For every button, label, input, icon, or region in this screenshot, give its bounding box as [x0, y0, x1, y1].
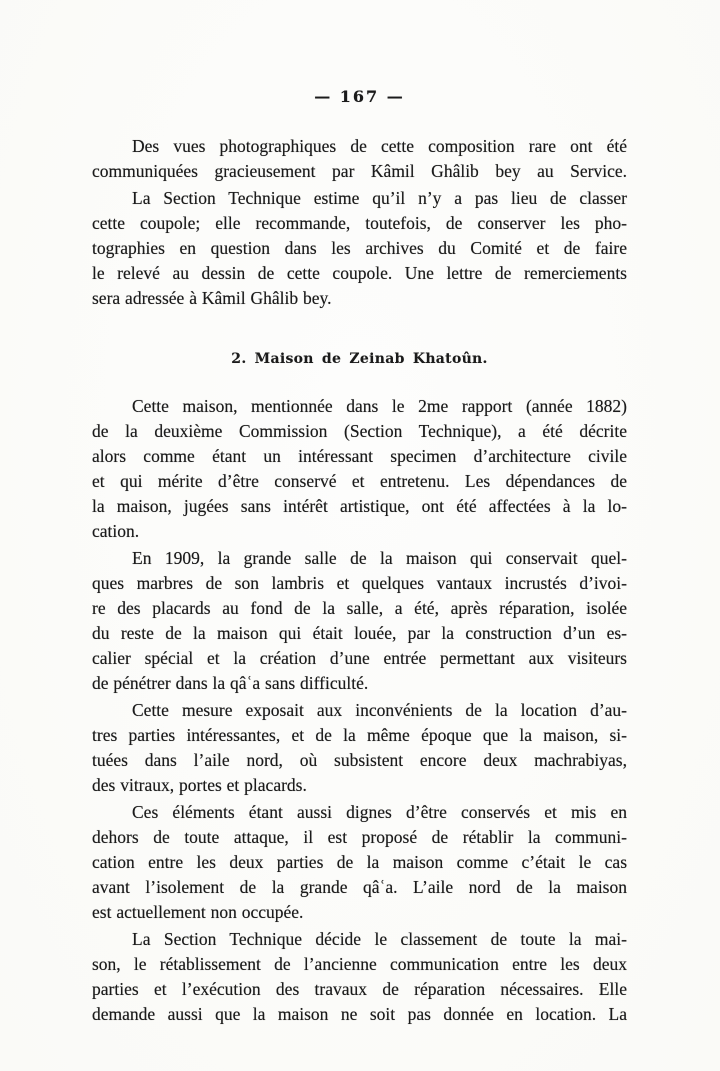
paragraph — [92, 186, 627, 311]
text-line: est actuellement non occupée. — [92, 902, 304, 922]
text-line: sera adressée à Kâmil Ghâlib bey. — [92, 288, 332, 308]
text-line: la maison, jugées sans intérêt artistique, ont été affectées à la lo- — [92, 496, 627, 516]
paragraph — [92, 394, 627, 544]
text-line: du reste de la maison qui était louée, par la construction d’un es- — [92, 623, 627, 643]
text-line: le relevé au dessin de cette coupole. Une lettre de remerciements — [92, 263, 627, 283]
text-line: Cette maison, mentionnée dans le 2me rapport (année 1882) — [132, 396, 627, 416]
paragraph — [92, 134, 627, 184]
text-line: re des placards au fond de la salle, a été, après réparation, isolée — [92, 598, 627, 618]
paragraph — [92, 927, 627, 1027]
page-number: — 167 — — [314, 87, 405, 106]
text-line: parties et l’exécution des travaux de réparation nécessaires. Elle — [92, 979, 627, 999]
paragraph — [92, 546, 627, 696]
text-line: cation entre les deux parties de la maison comme c’était le cas — [92, 852, 627, 872]
text-line: ques marbres de son lambris et quelques vantaux incrustés d’ivoi- — [92, 573, 627, 593]
paragraph — [92, 698, 627, 798]
text-line: cette coupole; elle recommande, toutefois, de conserver les pho- — [92, 213, 627, 233]
text-block — [92, 88, 627, 1027]
text-line: alors comme étant un intéressant specimen d’architecture civile — [92, 446, 627, 466]
text-line: dehors de toute attaque, il est proposé de rétablir la communi- — [92, 827, 627, 847]
text-line: son, le rétablissement de l’ancienne communication entre les deux — [92, 954, 627, 974]
text-line: Cette mesure exposait aux inconvénients de la location d’au- — [132, 700, 627, 720]
text-line: de la deuxième Commission (Section Technique), a été décrite — [92, 421, 627, 441]
text-line: cation. — [92, 521, 140, 541]
text-line: de pénétrer dans la qâʿa sans difficulté. — [92, 673, 369, 693]
text-line: des vitraux, portes et placards. — [92, 775, 307, 795]
text-line: tres parties intéressantes, et de la même époque que la maison, si- — [92, 725, 627, 745]
text-line: En 1909, la grande salle de la maison qui conservait quel- — [132, 548, 627, 568]
text-line: communiquées gracieusement par Kâmil Ghâlib bey au Service. — [92, 161, 627, 181]
document-content — [92, 134, 627, 1027]
text-line: tographies en question dans les archives du Comité et de faire — [92, 238, 627, 258]
text-line: demande aussi que la maison ne soit pas donnée en location. La — [92, 1004, 627, 1024]
section-heading: 2. Maison de Zeinab Khatoûn. — [231, 351, 488, 367]
text-line: Des vues photographiques de cette composition rare ont été — [132, 136, 627, 156]
text-line: La Section Technique décide le classement de toute la mai- — [132, 929, 627, 949]
text-line: et qui mérite d’être conservé et entretenu. Les dépendances de — [92, 471, 627, 491]
text-line: Ces éléments étant aussi dignes d’être conservés et mis en — [132, 802, 627, 822]
paragraph — [92, 800, 627, 925]
text-line: tuées dans l’aile nord, où subsistent encore deux machrabiyas, — [92, 750, 627, 770]
text-line: avant l’isolement de la grande qâʿa. L’aile nord de la maison — [92, 877, 627, 897]
text-line: calier spécial et la création d’une entrée permettant aux visiteurs — [92, 648, 627, 668]
text-line: La Section Technique estime qu’il n’y a pas lieu de classer — [132, 188, 627, 208]
